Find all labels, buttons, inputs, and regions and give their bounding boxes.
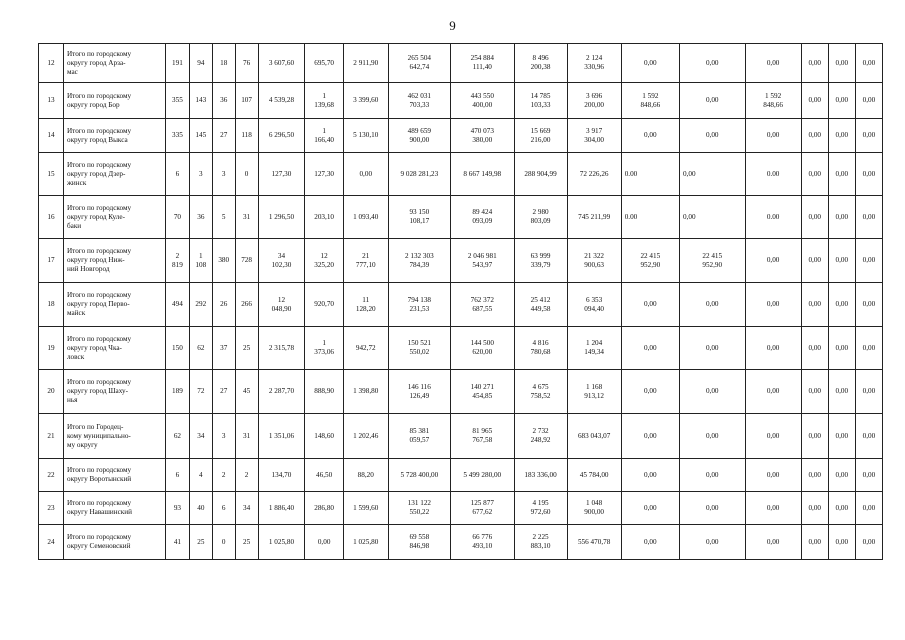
table-cell: 0,00 [801,283,828,327]
table-cell: 0,00 [855,196,882,239]
table-cell: 85 381 059,57 [388,414,450,459]
table-cell: 3 [212,153,235,196]
table-cell: 0,00 [855,119,882,153]
table-cell: 0,00 [801,327,828,370]
table-cell: 191 [165,44,189,83]
table-cell: 22 415 952,90 [621,239,679,283]
table-cell: 0.00 [621,196,679,239]
table-cell: 0,00 [679,459,745,492]
table-cell: 21 777,10 [343,239,388,283]
table-row [39,283,883,327]
table-cell: 0,00 [855,153,882,196]
table-cell: 25 [235,327,258,370]
table-cell: 0,00 [745,459,801,492]
table-row [39,492,883,525]
table-cell: 25 412 449,58 [514,283,567,327]
district-name: Итого по городскому округу город Арза- мас [63,44,165,83]
table-cell: 0,00 [679,44,745,83]
table-cell: 0,00 [801,44,828,83]
table-cell: 2 124 330,96 [567,44,621,83]
table-cell: 144 500 620,00 [451,327,514,370]
table-cell: 107 [235,83,258,119]
table-cell: 6 353 094,40 [567,283,621,327]
district-name: Итого по городскому округу город Ниж- ний Новгород [63,239,165,283]
table-cell: 2 911,90 [343,44,388,83]
table-cell: 0,00 [305,525,344,560]
table-cell: 36 [189,196,212,239]
table-cell: 0,00 [621,414,679,459]
district-name: Итого по городскому округу Воротынский [63,459,165,492]
table-cell: 1 204 149,34 [567,327,621,370]
district-name: Итого по Городец- кому муниципально- му округу [63,414,165,459]
table-cell: 762 372 687,55 [451,283,514,327]
table-cell: 0,00 [855,414,882,459]
table-cell: 21 322 900,63 [567,239,621,283]
table-cell: 288 904,99 [514,153,567,196]
table-cell: 127,30 [305,153,344,196]
table-cell: 0,00 [801,414,828,459]
table-cell: 148,60 [305,414,344,459]
table-cell: 5 [212,196,235,239]
table-cell: 2 046 981 543,97 [451,239,514,283]
table-cell: 146 116 126,49 [388,370,450,414]
table-cell: 462 031 703,33 [388,83,450,119]
table-cell: 183 336,00 [514,459,567,492]
table-cell: 118 [235,119,258,153]
table-cell: 1 048 900,00 [567,492,621,525]
table-cell: 0,00 [855,44,882,83]
table-row [39,153,883,196]
table-cell: 0,00 [745,492,801,525]
table-cell: 11 128,20 [343,283,388,327]
district-name: Итого по городскому округу город Выкса [63,119,165,153]
table-cell: 0,00 [855,370,882,414]
table-cell: 81 965 767,58 [451,414,514,459]
table-cell: 0,00 [745,44,801,83]
table-cell: 76 [235,44,258,83]
table-row [39,459,883,492]
table-cell: 0,00 [855,327,882,370]
table-cell: 6 [165,459,189,492]
table-body [39,44,883,560]
table-cell: 62 [165,414,189,459]
table-cell: 695,70 [305,44,344,83]
table-cell: 1 592 848,66 [745,83,801,119]
table-cell: 62 [189,327,212,370]
table-cell: 0.00 [745,153,801,196]
table-cell: 3 696 200,00 [567,83,621,119]
table-cell: 6 [212,492,235,525]
table-row [39,525,883,560]
table-cell: 0,00 [828,492,855,525]
table-cell: 380 [212,239,235,283]
table-cell: 2 [212,459,235,492]
table-cell: 1 202,46 [343,414,388,459]
table-cell: 0,00 [828,196,855,239]
table-row [39,44,883,83]
table-row [39,119,883,153]
table-cell: 45 784,00 [567,459,621,492]
table-cell: 0,00 [745,283,801,327]
table-cell: 66 776 493,10 [451,525,514,560]
table-cell: 1 373,06 [305,327,344,370]
table-cell: 683 043,07 [567,414,621,459]
table-cell: 0,00 [621,459,679,492]
table-cell: 36 [212,83,235,119]
table-cell: 2 315,78 [258,327,305,370]
table-cell: 0,00 [855,83,882,119]
table-cell: 0,00 [801,196,828,239]
table-cell: 26 [212,283,235,327]
table-cell: 0.00 [745,196,801,239]
table-cell: 145 [189,119,212,153]
table-cell: 0,00 [679,492,745,525]
table-cell: 72 [189,370,212,414]
table-cell: 0,00 [745,370,801,414]
table-cell: 189 [165,370,189,414]
table-cell: 125 877 677,62 [451,492,514,525]
table-cell: 27 [212,119,235,153]
table-cell: 443 550 400,00 [451,83,514,119]
table-cell: 0,00 [801,525,828,560]
table-cell: 4 [189,459,212,492]
table-cell: 0,00 [828,239,855,283]
table-cell: 1 886,40 [258,492,305,525]
table-cell: 140 271 454,85 [451,370,514,414]
table-cell: 0,00 [855,525,882,560]
table-cell: 0 [212,525,235,560]
table-cell: 127,30 [258,153,305,196]
table-cell: 1 398,80 [343,370,388,414]
table-cell: 3 917 304,00 [567,119,621,153]
table-cell: 0,00 [679,525,745,560]
table-cell: 0,00 [828,525,855,560]
table-cell: 0,00 [621,327,679,370]
table-cell: 0,00 [621,370,679,414]
table-cell: 0,00 [855,283,882,327]
table-cell: 12 048,90 [258,283,305,327]
table-cell: 0.00 [621,153,679,196]
row-number: 14 [39,119,64,153]
table-cell: 0,00 [621,119,679,153]
row-number: 21 [39,414,64,459]
table-cell: 2 980 803,09 [514,196,567,239]
table-cell: 8 667 149,98 [451,153,514,196]
row-number: 17 [39,239,64,283]
table-cell: 34 [235,492,258,525]
district-name: Итого по городскому округу город Перво- майск [63,283,165,327]
table-cell: 1 599,60 [343,492,388,525]
table-cell: 1 592 848,66 [621,83,679,119]
table-cell: 0,00 [828,414,855,459]
table-cell: 0,00 [855,459,882,492]
table-cell: 0,00 [828,283,855,327]
table-cell: 0,00 [621,492,679,525]
table-cell: 3 399,60 [343,83,388,119]
table-cell: 12 325,20 [305,239,344,283]
table-cell: 40 [189,492,212,525]
table-cell: 0,00 [679,283,745,327]
table-row [39,414,883,459]
table-cell: 942,72 [343,327,388,370]
table-cell: 265 504 642,74 [388,44,450,83]
table-cell: 14 785 103,33 [514,83,567,119]
table-cell: 34 102,30 [258,239,305,283]
table-cell: 69 558 846,98 [388,525,450,560]
table-cell: 556 470,78 [567,525,621,560]
table-cell: 70 [165,196,189,239]
table-cell: 6 [165,153,189,196]
row-number: 24 [39,525,64,560]
table-cell: 0,00 [679,327,745,370]
table-cell: 2 [235,459,258,492]
table-cell: 0,00 [828,459,855,492]
table-cell: 63 999 339,79 [514,239,567,283]
table-cell: 22 415 952,90 [679,239,745,283]
row-number: 20 [39,370,64,414]
table-cell: 0,00 [855,492,882,525]
district-name: Итого по городскому округу город Куле- баки [63,196,165,239]
row-number: 22 [39,459,64,492]
table-cell: 0,00 [801,370,828,414]
table-cell: 4 539,28 [258,83,305,119]
table-cell: 93 [165,492,189,525]
table-cell: 150 521 550,02 [388,327,450,370]
table-cell: 93 150 108,17 [388,196,450,239]
row-number: 13 [39,83,64,119]
table-cell: 0,00 [801,153,828,196]
district-name: Итого по городскому округу город Шаху- нья [63,370,165,414]
table-cell: 5 130,10 [343,119,388,153]
district-name: Итого по городскому округу Семеновский [63,525,165,560]
table-cell: 1 296,50 [258,196,305,239]
table-cell: 45 [235,370,258,414]
table-cell: 0,00 [828,44,855,83]
table-cell: 88,20 [343,459,388,492]
table-cell: 0,00 [828,119,855,153]
district-name: Итого по городскому округу город Дзер- жинск [63,153,165,196]
table-cell: 1 025,80 [258,525,305,560]
table-cell: 4 816 780,68 [514,327,567,370]
table-cell: 1 351,06 [258,414,305,459]
row-number: 19 [39,327,64,370]
table-cell: 2 732 248,92 [514,414,567,459]
table-cell: 31 [235,414,258,459]
table-cell: 494 [165,283,189,327]
table-cell: 0,00 [828,327,855,370]
table-cell: 0,00 [679,83,745,119]
table-cell: 143 [189,83,212,119]
table-cell: 266 [235,283,258,327]
row-number: 18 [39,283,64,327]
table-cell: 0,00 [828,370,855,414]
table-cell: 0,00 [679,119,745,153]
table-cell: 72 226,26 [567,153,621,196]
table-cell: 920,70 [305,283,344,327]
table-cell: 6 296,50 [258,119,305,153]
table-cell: 489 659 900,00 [388,119,450,153]
table-cell: 2 287,70 [258,370,305,414]
table-cell: 27 [212,370,235,414]
table-cell: 0,00 [343,153,388,196]
table-cell: 1 093,40 [343,196,388,239]
table-cell: 5 499 280,00 [451,459,514,492]
table-cell: 131 122 550,22 [388,492,450,525]
table-cell: 286,80 [305,492,344,525]
table-cell: 3 [189,153,212,196]
table-cell: 34 [189,414,212,459]
table-cell: 25 [235,525,258,560]
table-cell: 1 166,40 [305,119,344,153]
table-cell: 37 [212,327,235,370]
table-cell: 18 [212,44,235,83]
table-cell: 0,00 [801,83,828,119]
row-number: 15 [39,153,64,196]
table-cell: 134,70 [258,459,305,492]
table-cell: 0,00 [801,119,828,153]
data-table [38,43,883,560]
table-cell: 0,00 [801,459,828,492]
table-cell: 0,00 [801,239,828,283]
table-row [39,370,883,414]
table-cell: 0,00 [801,492,828,525]
table-cell: 0,00 [679,153,745,196]
table-cell: 292 [189,283,212,327]
table-cell: 0,00 [745,327,801,370]
table-cell: 89 424 093,09 [451,196,514,239]
table-cell: 8 496 200,38 [514,44,567,83]
table-cell: 0,00 [679,196,745,239]
table-cell: 3 607,60 [258,44,305,83]
table-cell: 46,50 [305,459,344,492]
table-cell: 745 211,99 [567,196,621,239]
row-number: 23 [39,492,64,525]
table-cell: 254 884 111,40 [451,44,514,83]
table-cell: 470 073 380,00 [451,119,514,153]
table-cell: 4 675 758,52 [514,370,567,414]
table-cell: 0,00 [745,119,801,153]
table-cell: 94 [189,44,212,83]
table-row [39,196,883,239]
table-row [39,327,883,370]
table-cell: 1 139,68 [305,83,344,119]
table-cell: 25 [189,525,212,560]
table-cell: 0,00 [855,239,882,283]
table-cell: 1 025,80 [343,525,388,560]
district-name: Итого по городскому округу город Бор [63,83,165,119]
table-cell: 0,00 [828,83,855,119]
table-cell: 0,00 [621,44,679,83]
table-cell: 1 168 913,12 [567,370,621,414]
table-cell: 2 132 303 784,39 [388,239,450,283]
table-cell: 31 [235,196,258,239]
table-cell: 15 669 216,00 [514,119,567,153]
table-row [39,83,883,119]
table-cell: 150 [165,327,189,370]
table-cell: 5 728 400,00 [388,459,450,492]
table-cell: 0,00 [745,239,801,283]
table-cell: 4 195 972,60 [514,492,567,525]
district-name: Итого по городскому округу Навашинский [63,492,165,525]
row-number: 12 [39,44,64,83]
table-cell: 2 819 [165,239,189,283]
table-cell: 203,10 [305,196,344,239]
table-cell: 355 [165,83,189,119]
table-row [39,239,883,283]
table-cell: 0 [235,153,258,196]
table-cell: 0,00 [745,525,801,560]
table-cell: 0,00 [621,283,679,327]
table-cell: 794 138 231,53 [388,283,450,327]
table-cell: 888,90 [305,370,344,414]
table-cell: 9 028 281,23 [388,153,450,196]
district-name: Итого по городскому округу город Чка- ловск [63,327,165,370]
table-cell: 0,00 [679,370,745,414]
table-cell: 0,00 [828,153,855,196]
row-number: 16 [39,196,64,239]
table-cell: 1 108 [189,239,212,283]
table-cell: 3 [212,414,235,459]
table-cell: 41 [165,525,189,560]
table-cell: 335 [165,119,189,153]
table-cell: 0,00 [745,414,801,459]
page-number: 9 [449,18,456,33]
table-cell: 0,00 [621,525,679,560]
table-cell: 2 225 883,10 [514,525,567,560]
table-cell: 728 [235,239,258,283]
table-cell: 0,00 [679,414,745,459]
